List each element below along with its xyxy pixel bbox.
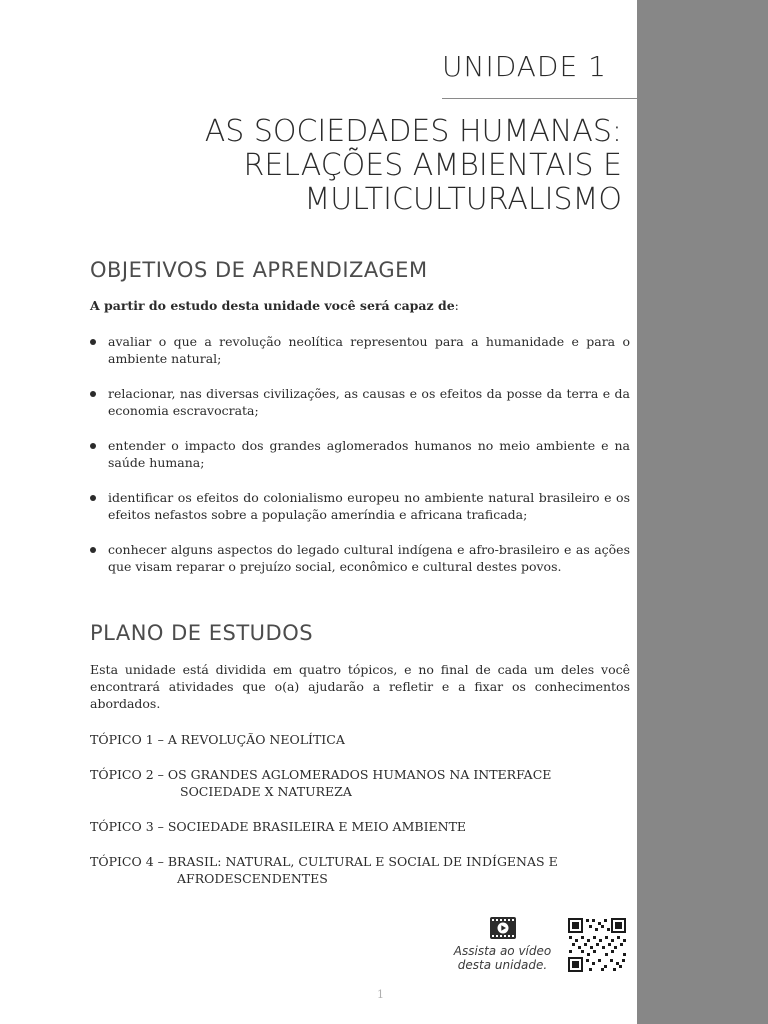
side-band (637, 0, 768, 1024)
unit-title-line: AS SOCIEDADES HUMANAS: (204, 114, 622, 149)
topic-item (90, 853, 635, 887)
plan-heading: PLANO DE ESTUDOS (90, 621, 314, 645)
objective-item (90, 437, 630, 471)
objectives-intro-tail: : (454, 298, 459, 313)
objective-text: identificar os efeitos do colonialismo europeu no ambiente natural brasileiro e os efeitos nefastos sobre a população ameríndia e africana traficada; (108, 490, 630, 522)
objectives-heading: OBJETIVOS DE APRENDIZAGEM (90, 258, 428, 282)
objectives-list (90, 333, 630, 593)
topic-line: TÓPICO 4 – BRASIL: NATURAL, CULTURAL E SOCIAL DE INDÍGENAS E (90, 854, 558, 869)
topic-line-continuation: SOCIEDADE X NATUREZA (180, 784, 352, 799)
objective-item (90, 333, 630, 367)
bullet-icon (90, 443, 96, 449)
unit-title-line: MULTICULTURALISMO (304, 182, 622, 217)
plan-intro: Esta unidade está dividida em quatro tópicos, e no final de cada um deles você encontrará atividades que o(a) ajudarão a refletir e a fixar os conhecimentos abordados. (90, 662, 630, 711)
bullet-icon (90, 339, 96, 345)
bullet-icon (90, 547, 96, 553)
unit-title (182, 115, 622, 217)
unit-label: UNIDADE 1 (442, 50, 607, 83)
topic-line: TÓPICO 2 – OS GRANDES AGLOMERADOS HUMANOS NA INTERFACE (90, 767, 552, 782)
topic-line: TÓPICO 1 – A REVOLUÇÃO NEOLÍTICA (90, 732, 345, 747)
objective-text: conhecer alguns aspectos do legado cultural indígena e afro-brasileiro e as ações que visam reparar o prejuízo social, econômico e cultural destes povos. (108, 542, 630, 574)
objective-text: relacionar, nas diversas civilizações, as causas e os efeitos da posse da terra e da economia escravocrata; (108, 386, 630, 418)
objective-text: avaliar o que a revolução neolítica representou para a humanidade e para o ambiente natural; (108, 334, 630, 366)
objective-text: entender o impacto dos grandes aglomerados humanos no meio ambiente e na saúde humana; (108, 438, 630, 470)
topic-line-continuation: AFRODESCENDENTES (177, 871, 328, 886)
topic-line: TÓPICO 3 – SOCIEDADE BRASILEIRA E MEIO AMBIENTE (90, 819, 467, 834)
bullet-icon (90, 391, 96, 397)
unit-rule (442, 98, 637, 99)
unit-title-line: RELAÇÕES AMBIENTAIS E (243, 148, 622, 183)
topic-item (90, 818, 635, 835)
video-caption-line: Assista ao vídeo (453, 944, 552, 958)
objective-item (90, 489, 630, 523)
bullet-icon (90, 495, 96, 501)
page-number: 1 (377, 988, 384, 1001)
objective-item (90, 385, 630, 419)
objectives-intro-bold: A partir do estudo desta unidade você será capaz de (90, 298, 455, 313)
video-caption-line: desta unidade. (457, 958, 548, 972)
objective-item (90, 541, 630, 575)
qr-code-icon[interactable] (567, 917, 627, 973)
topic-item (90, 731, 635, 748)
objectives-intro (90, 298, 630, 313)
topic-item (90, 766, 635, 800)
video-link[interactable] (440, 916, 565, 976)
video-play-icon[interactable] (489, 916, 517, 940)
